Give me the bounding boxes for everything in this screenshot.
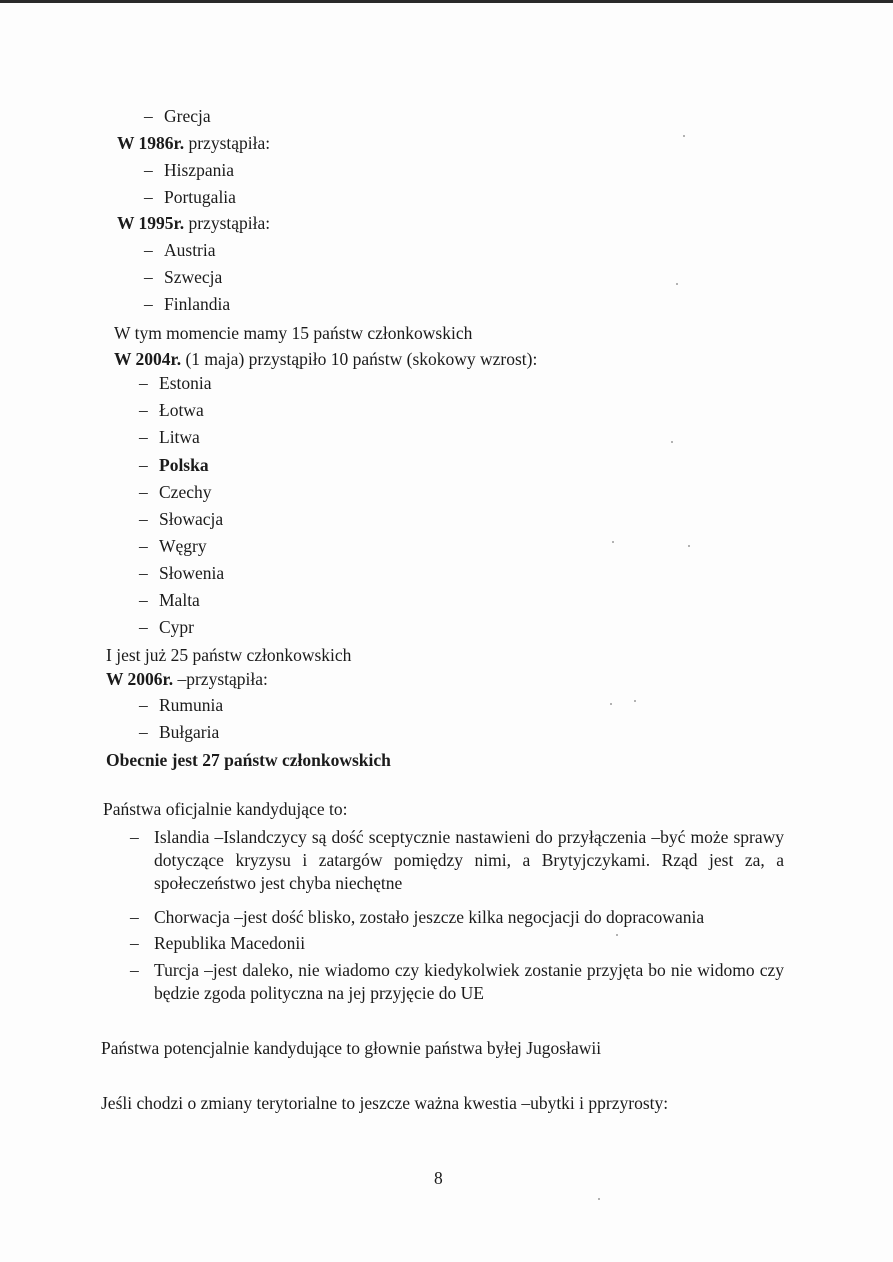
candidate-macedonia: Republika Macedonii xyxy=(154,933,306,953)
year-heading-1995: W 1995r. przystąpiła: xyxy=(117,213,271,233)
year-heading-2006: W 2006r. –przystąpiła: xyxy=(106,669,268,689)
list-item: – Hiszpania xyxy=(144,160,234,180)
list-item: – Litwa xyxy=(139,427,200,447)
scan-speck xyxy=(671,441,673,443)
scan-border xyxy=(0,0,893,3)
list-item: – Rumunia xyxy=(139,695,224,715)
potential-candidates: Państwa potencjalnie kandydujące to głownie państwa byłej Jugosławii xyxy=(101,1038,602,1058)
candidate-islandia: Islandia –Islandczycy są dość sceptycznie nastawieni do przyłączenia –być może sprawy dotyczące kryzysu i zatargów pomiędzy nimi, a Brytyjczykami. Rząd jest za, a społeczeństwo jest chyba niechętne xyxy=(154,827,784,893)
bullet-dash: – xyxy=(130,933,139,953)
list-item: – Węgry xyxy=(139,536,207,556)
scan-speck xyxy=(683,135,685,137)
year-heading-2004: W 2004r. (1 maja) przystąpiło 10 państw (skokowy wzrost): xyxy=(114,349,538,369)
list-item: – Słowenia xyxy=(139,563,225,583)
scan-speck xyxy=(688,545,690,547)
scan-speck xyxy=(612,541,614,543)
list-item: – Finlandia xyxy=(144,294,231,314)
list-item: – Portugalia xyxy=(144,187,236,207)
list-item: – Słowacja xyxy=(139,509,224,529)
scan-speck xyxy=(610,703,612,705)
bullet-dash: – xyxy=(130,827,139,847)
scan-speck xyxy=(634,700,636,702)
territorial-changes: Jeśli chodzi o zmiany terytorialne to jeszcze ważna kwestia –ubytki i pprzyrosty: xyxy=(101,1093,669,1113)
scan-speck xyxy=(616,934,618,936)
scan-speck xyxy=(676,283,678,285)
list-item: – Cypr xyxy=(139,617,194,637)
list-item-highlighted: – Polska xyxy=(139,455,209,475)
list-item: – Bułgaria xyxy=(139,722,220,742)
list-item: – Malta xyxy=(139,590,200,610)
list-item: – Łotwa xyxy=(139,400,204,420)
list-item: – Estonia xyxy=(139,373,212,393)
page-number: 8 xyxy=(434,1168,443,1188)
list-item: – Czechy xyxy=(139,482,212,502)
list-item: – Austria xyxy=(144,240,216,260)
summary-15: W tym momencie mamy 15 państw członkowskich xyxy=(114,323,473,343)
scan-speck xyxy=(598,1198,600,1200)
year-heading-1986: W 1986r. przystąpiła: xyxy=(117,133,271,153)
candidate-turcja: Turcja –jest daleko, nie wiadomo czy kiedykolwiek zostanie przyjęta bo nie widomo czy będzie zgoda polityczna na jej przyjęcie do UE xyxy=(154,960,784,1003)
summary-25: I jest już 25 państw członkowskich xyxy=(106,645,352,665)
bullet-dash: – xyxy=(130,960,139,980)
list-item: – Szwecja xyxy=(144,267,223,287)
list-item: – Grecja xyxy=(144,106,211,126)
candidates-heading: Państwa oficjalnie kandydujące to: xyxy=(103,799,348,819)
candidate-chorwacja: Chorwacja –jest dość blisko, zostało jeszcze kilka negocjacji do dopracowania xyxy=(154,907,705,927)
summary-27: Obecnie jest 27 państw członkowskich xyxy=(106,750,391,770)
bullet-dash: – xyxy=(130,907,139,927)
